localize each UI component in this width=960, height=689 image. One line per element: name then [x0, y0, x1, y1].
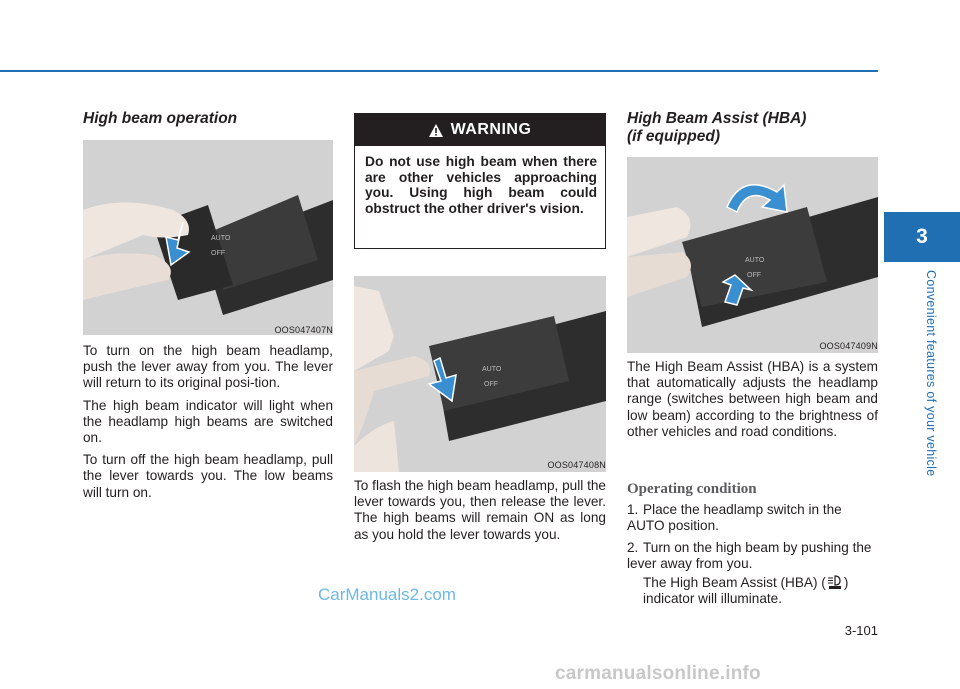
- note-before: The High Beam Assist (HBA) (: [643, 575, 826, 590]
- note-after: ): [843, 575, 849, 590]
- note-line-2: indicator will illuminate.: [643, 591, 783, 607]
- heading-hba-line2: (if equipped): [627, 128, 720, 145]
- col1-paragraph-2: The high beam indicator will light when the headlamp high beams are switched on.: [83, 397, 333, 446]
- step-1-text: Place the headlamp switch in the AUTO position.: [627, 502, 842, 534]
- chapter-number: 3: [916, 225, 928, 248]
- step-1: [627, 502, 878, 534]
- subheading-operating-condition: Operating condition: [627, 481, 757, 497]
- chapter-title: Convenient features of your vehicle: [924, 270, 938, 477]
- photo-push-lever: [83, 140, 333, 335]
- hba-indicator-icon: [826, 575, 844, 589]
- top-rule: [0, 70, 878, 72]
- chapter-tab: [884, 212, 960, 262]
- lever-off-label-2: OFF: [484, 381, 498, 388]
- warning-triangle-icon: [429, 124, 443, 137]
- image-code-2: OOS047408N: [547, 460, 606, 470]
- warning-header: [355, 114, 605, 146]
- lever-off-label: OFF: [211, 250, 225, 257]
- heading-high-beam-operation: High beam operation: [83, 110, 238, 127]
- step-2-number: 2.: [627, 540, 639, 555]
- heading-hba: [627, 110, 806, 146]
- step-2-text: Turn on the high beam by pushing the lever away from you.: [627, 540, 872, 572]
- warning-title: WARNING: [450, 121, 532, 138]
- watermark-link[interactable]: CarManuals2.com: [318, 585, 456, 604]
- chapter-title-vertical: [922, 270, 940, 490]
- lever-off-label-3: OFF: [747, 272, 761, 279]
- photo-hba-lever: [627, 157, 878, 353]
- lever-auto-label-3: AUTO: [745, 257, 765, 264]
- page-number: 3-101: [844, 623, 878, 638]
- image-code-3: OOS047409N: [819, 341, 878, 351]
- col3-paragraph: The High Beam Assist (HBA) is a system that automatically adjusts the headlamp range (switches between high beam and low beam) according to the brightness of other vehicles and road conditions.: [627, 359, 878, 439]
- col1-paragraph-3: To turn off the high beam headlamp, pull the lever towards you. The low beams will turn on.: [83, 452, 333, 500]
- photo-flash-lever: [354, 276, 606, 472]
- step-1-number: 1.: [627, 502, 639, 517]
- lever-auto-label-2: AUTO: [482, 366, 502, 373]
- image-code-1: OOS047407N: [274, 325, 333, 335]
- heading-hba-line1: High Beam Assist (HBA): [627, 110, 807, 127]
- col1-body: [83, 343, 333, 507]
- footer-site[interactable]: carmanualsonline.info: [555, 663, 761, 684]
- step-2: [627, 540, 878, 572]
- warning-box: [354, 113, 606, 249]
- col1-paragraph-1: To turn on the high beam headlamp, push the lever away from you. The lever will return to its original posi-tion.: [83, 343, 333, 391]
- step-2-note: [643, 575, 878, 607]
- col2-paragraph: To flash the high beam headlamp, pull the lever towards you, then release the lever. The high beams will remain ON as long as you hold the lever towards you.: [354, 478, 606, 542]
- warning-text: Do not use high beam when there are other vehicles approaching you. Using high beam could obstruct the other driver's vision.: [365, 154, 597, 216]
- lever-auto-label: AUTO: [211, 235, 231, 242]
